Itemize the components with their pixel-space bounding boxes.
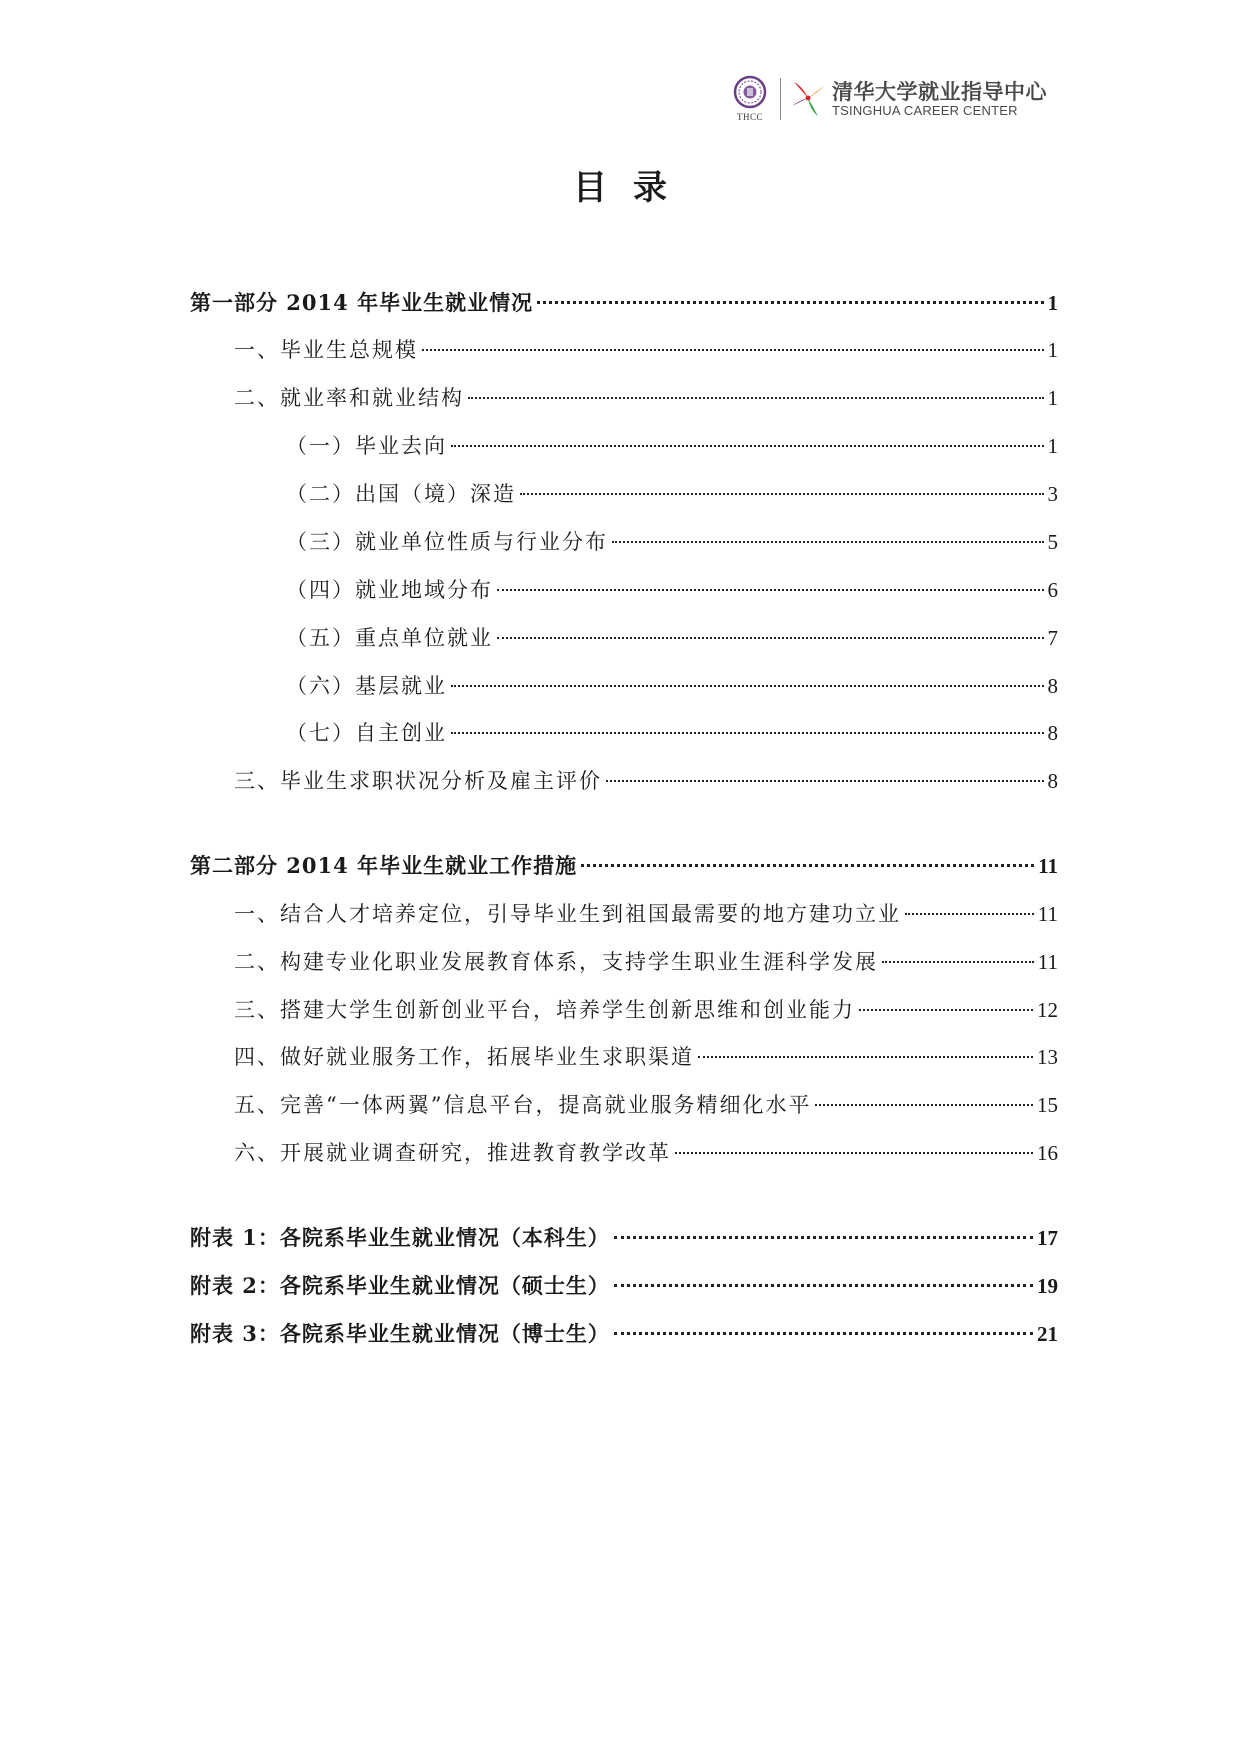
toc-entry[interactable] — [234, 334, 1058, 366]
page-title: 目录 — [573, 168, 693, 208]
toc-entry-text: 附表 2：各院系毕业生就业情况（硕士生） — [190, 1273, 610, 1298]
toc-appendix-2[interactable] — [190, 1270, 1058, 1302]
toc-entry-text: 一、毕业生总规模 — [234, 338, 418, 362]
toc-entry-text: （二）出国（境）深造 — [286, 482, 516, 506]
toc-page-number: 1 — [1047, 434, 1058, 458]
toc-entry[interactable] — [234, 382, 1058, 414]
toc-leader — [882, 961, 1034, 963]
toc-leader — [698, 1056, 1033, 1058]
toc-leader — [815, 1104, 1033, 1106]
toc-entry-text: （七）自主创业 — [286, 721, 447, 745]
toc-leader — [614, 1236, 1033, 1239]
toc-page-number: 15 — [1037, 1093, 1058, 1117]
toc-entry[interactable] — [234, 1041, 1058, 1073]
toc-part-2[interactable] — [190, 850, 1058, 882]
toc-page-number: 7 — [1047, 626, 1058, 650]
toc-subentry[interactable] — [286, 526, 1058, 558]
toc-entry-text: （六）基层就业 — [286, 674, 447, 698]
toc-leader — [451, 445, 1044, 447]
toc-entry-text: 六、开展就业调查研究，推进教育教学改革 — [234, 1141, 671, 1165]
toc-entry-text: 一、结合人才培养定位，引导毕业生到祖国最需要的地方建功立业 — [234, 902, 901, 926]
toc-entry-text: （四）就业地域分布 — [286, 578, 493, 602]
toc-appendix-1[interactable] — [190, 1222, 1058, 1254]
toc-entry[interactable] — [234, 898, 1058, 930]
toc-subentry[interactable] — [286, 430, 1058, 462]
toc-entry-text: （三）就业单位性质与行业分布 — [286, 530, 608, 554]
toc-leader — [520, 493, 1044, 495]
toc-leader — [497, 637, 1044, 639]
toc-page-number: 1 — [1047, 291, 1058, 315]
toc-page-number: 16 — [1037, 1141, 1058, 1165]
brand-name-english: TSINGHUA CAREER CENTER — [832, 103, 1018, 118]
toc-leader — [859, 1009, 1033, 1011]
toc-leader — [422, 349, 1044, 351]
toc-page-number: 13 — [1037, 1045, 1058, 1069]
toc-leader — [905, 913, 1034, 915]
toc-page-number: 3 — [1047, 482, 1058, 506]
toc-entry[interactable] — [234, 946, 1058, 978]
toc-entry-text: 五、完善“一体两翼”信息平台，提高就业服务精细化水平 — [234, 1093, 812, 1117]
university-seal — [728, 74, 772, 126]
toc-entry-text: 四、做好就业服务工作，拓展毕业生求职渠道 — [234, 1045, 694, 1069]
toc-entry-text: 三、搭建大学生创新创业平台，培养学生创新思维和创业能力 — [234, 998, 855, 1022]
header-divider — [780, 78, 781, 120]
toc-page-number: 8 — [1047, 769, 1058, 793]
toc-leader — [614, 1332, 1033, 1335]
toc-subentry[interactable] — [286, 622, 1058, 654]
toc-page-number: 8 — [1047, 721, 1058, 745]
toc-leader — [612, 541, 1044, 543]
header-logo — [728, 74, 1058, 126]
toc-leader — [451, 685, 1044, 687]
toc-entry-text: （五）重点单位就业 — [286, 626, 493, 650]
toc-entry[interactable] — [234, 994, 1058, 1026]
toc-entry-text: 第二部分 2014 年毕业生就业工作措施 — [190, 853, 578, 878]
toc-leader — [614, 1284, 1033, 1287]
toc-leader — [468, 397, 1044, 399]
toc-page-number: 11 — [1037, 902, 1058, 926]
toc-entry-text: 二、构建专业化职业发展教育体系，支持学生职业生涯科学发展 — [234, 950, 878, 974]
toc-leader — [675, 1152, 1033, 1154]
toc-leader — [537, 301, 1043, 304]
toc-page-number: 21 — [1037, 1322, 1058, 1346]
toc-entry-text: 第一部分 2014 年毕业生就业情况 — [190, 290, 534, 315]
toc-entry-text: 附表 3：各院系毕业生就业情况（博士生） — [190, 1321, 610, 1346]
toc-subentry[interactable] — [286, 717, 1058, 749]
career-center-star-icon — [788, 76, 828, 120]
toc-appendix-3[interactable] — [190, 1318, 1058, 1350]
toc-entry[interactable] — [234, 1089, 1058, 1121]
toc-page-number: 19 — [1037, 1274, 1058, 1298]
toc-subentry[interactable] — [286, 670, 1058, 702]
toc-page-number: 12 — [1037, 998, 1058, 1022]
toc-leader — [451, 732, 1044, 734]
toc-page-number: 1 — [1047, 338, 1058, 362]
toc-page-number: 11 — [1038, 854, 1058, 878]
toc-page-number: 1 — [1047, 386, 1058, 410]
toc-entry-text: 三、毕业生求职状况分析及雇主评价 — [234, 769, 602, 793]
toc-page-number: 11 — [1037, 950, 1058, 974]
toc-subentry[interactable] — [286, 478, 1058, 510]
toc-entry[interactable] — [234, 765, 1058, 797]
toc-entry-text: （一）毕业去向 — [286, 434, 447, 458]
seal-label: THCC — [736, 112, 763, 122]
toc-entry-text: 二、就业率和就业结构 — [234, 386, 464, 410]
seal-icon — [728, 74, 772, 112]
toc-leader — [497, 589, 1044, 591]
toc-entry[interactable] — [234, 1137, 1058, 1169]
toc-page-number: 17 — [1037, 1226, 1058, 1250]
toc-subentry[interactable] — [286, 574, 1058, 606]
toc-page-number: 6 — [1047, 578, 1058, 602]
toc-entry-text: 附表 1：各院系毕业生就业情况（本科生） — [190, 1225, 610, 1250]
toc-page-number: 5 — [1047, 530, 1058, 554]
toc-leader — [606, 780, 1044, 782]
toc-part-1[interactable] — [190, 287, 1058, 319]
toc-leader — [581, 864, 1034, 867]
brand-name-chinese: 清华大学就业指导中心 — [832, 80, 1047, 104]
toc-page-number: 8 — [1047, 674, 1058, 698]
